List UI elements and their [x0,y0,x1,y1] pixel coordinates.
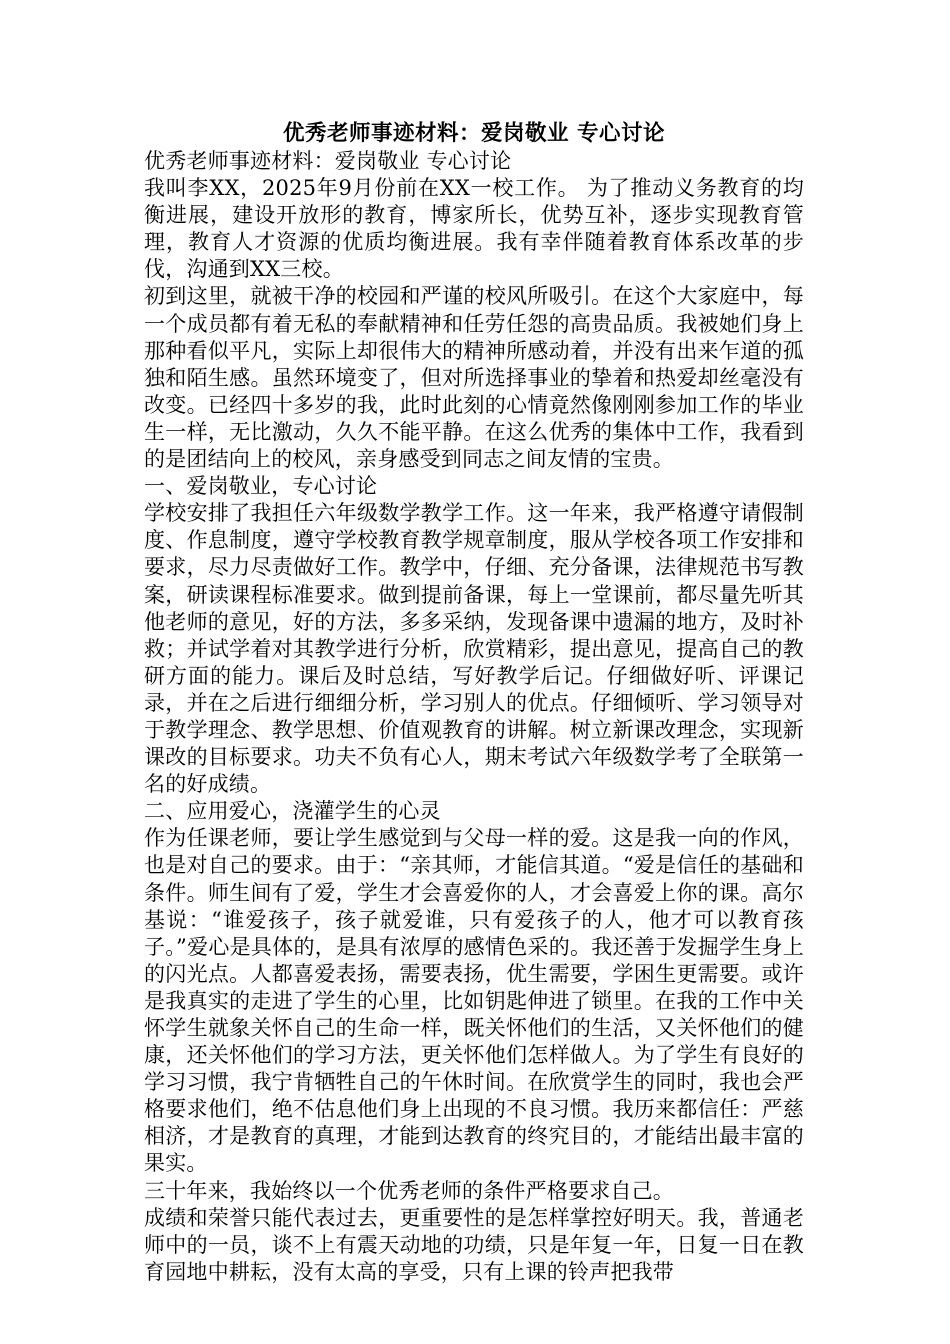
paragraph-intro: 我叫李XX，2025年9月份前在XX一校工作。 为了推动义务教育的均衡进展，建设开放形的教育，博家所长，优势互补，逐步实现教育管理，教育人才资源的优质均衡进展。我有幸伴随着教育体系改革的步伐，沟通到XX三校。 [144,176,804,282]
paragraph-teaching: 学校安排了我担任六年级数学教学工作。这一年来，我严格遵守请假制度、作息制度，遵守学校教育教学规章制度，服从学校各项工作安排和要求，尽力尽责做好工作。教学中，仔细、充分备课，法律规范书写教案，研读课程标准要求。做到提前备课，每上一堂课前，都尽量先听其他老师的意见，好的方法，多多采纳，发现备课中遗漏的地方，及时补救；并试学着对其教学进行分析，欣赏精彩，提出意见，提高自己的教研方面的能力。课后及时总结，写好教学后记。仔细做好听、评课记录，并在之后进行细细分析，学习别人的优点。仔细倾听、学习领导对于教学理念、教学思想、价值观教育的讲解。树立新课改理念，实现新课改的目标要求。功夫不负有心人，期末考试六年级数学考了全联第一名的好成绩。 [144,501,804,797]
paragraph-subtitle: 优秀老师事迹材料：爱岗敬业 专心讨论 [144,149,512,173]
paragraph-arrival: 初到这里，就被干净的校园和严谨的校风所吸引。在这个大家庭中，每一个成员都有着无私的奉献精神和任劳任怨的高贵品质。我被她们身上那种看似平凡，实际上却很伟大的精神所感动着，并没有出来乍道的孤独和陌生感。虽然环境变了，但对所选择事业的挚着和热爱却丝毫没有改变。已经四十多岁的我，此时此刻的心情竟然像刚刚参加工作的毕业生一样，无比激动，久久不能平静。在这么优秀的集体中工作，我看到的是团结向上的校风，亲身感受到同志之间友情的宝贵。 [144,284,804,472]
section-heading-2: 二、应用爱心，浇灌学生的心灵 [144,799,441,824]
paragraph-thirty-years: 三十年来，我始终以一个优秀老师的条件严格要求自己。 [144,1178,674,1203]
section-heading-1: 一、爱岗敬业，专心讨论 [144,474,378,499]
document-page [144,120,804,1286]
paragraph-love: 作为任课老师，要让学生感觉到与父母一样的爱。这是我一向的作风，也是对自己的要求。由于：“亲其师，才能信其道。“爱是信任的基础和条件。师生间有了爱，学生才会喜爱你的人，才会喜爱上你的课。高尔基说：“谁爱孩子，孩子就爱谁，只有爱孩子的人，他才可以教育孩子。”爱心是具体的，是具有浓厚的感情色采的。我还善于发掘学生身上的闪光点。人都喜爱表扬，需要表扬，优生需要，学困生更需要。或许是我真实的走进了学生的心里，比如钥匙伸进了锁里。在我的工作中关怀学生就象关怀自己的生命一样，既关怀他们的生活，又关怀他们的健康，还关怀他们的学习方法，更关怀他们怎样做人。为了学生有良好的学习习惯，我宁肯牺牲自己的午休时间。在欣赏学生的同时，我也会严格要求他们，绝不估息他们身上出现的不良习惯。我历来都信任：严慈相济，才是教育的真理，才能到达教育的终究目的，才能结出最丰富的果实。 [144,826,804,1176]
paragraph-honors: 成绩和荣誉只能代表过去，更重要性的是怎样掌控好明天。我，普通老师中的一员，谈不上有震天动地的功绩，只是年复一年，日复一日在教育园地中耕耘，没有太高的享受，只有上课的铃声把我带 [144,1205,804,1284]
document-title: 优秀老师事迹材料：爱岗敬业 专心讨论 [283,121,665,146]
